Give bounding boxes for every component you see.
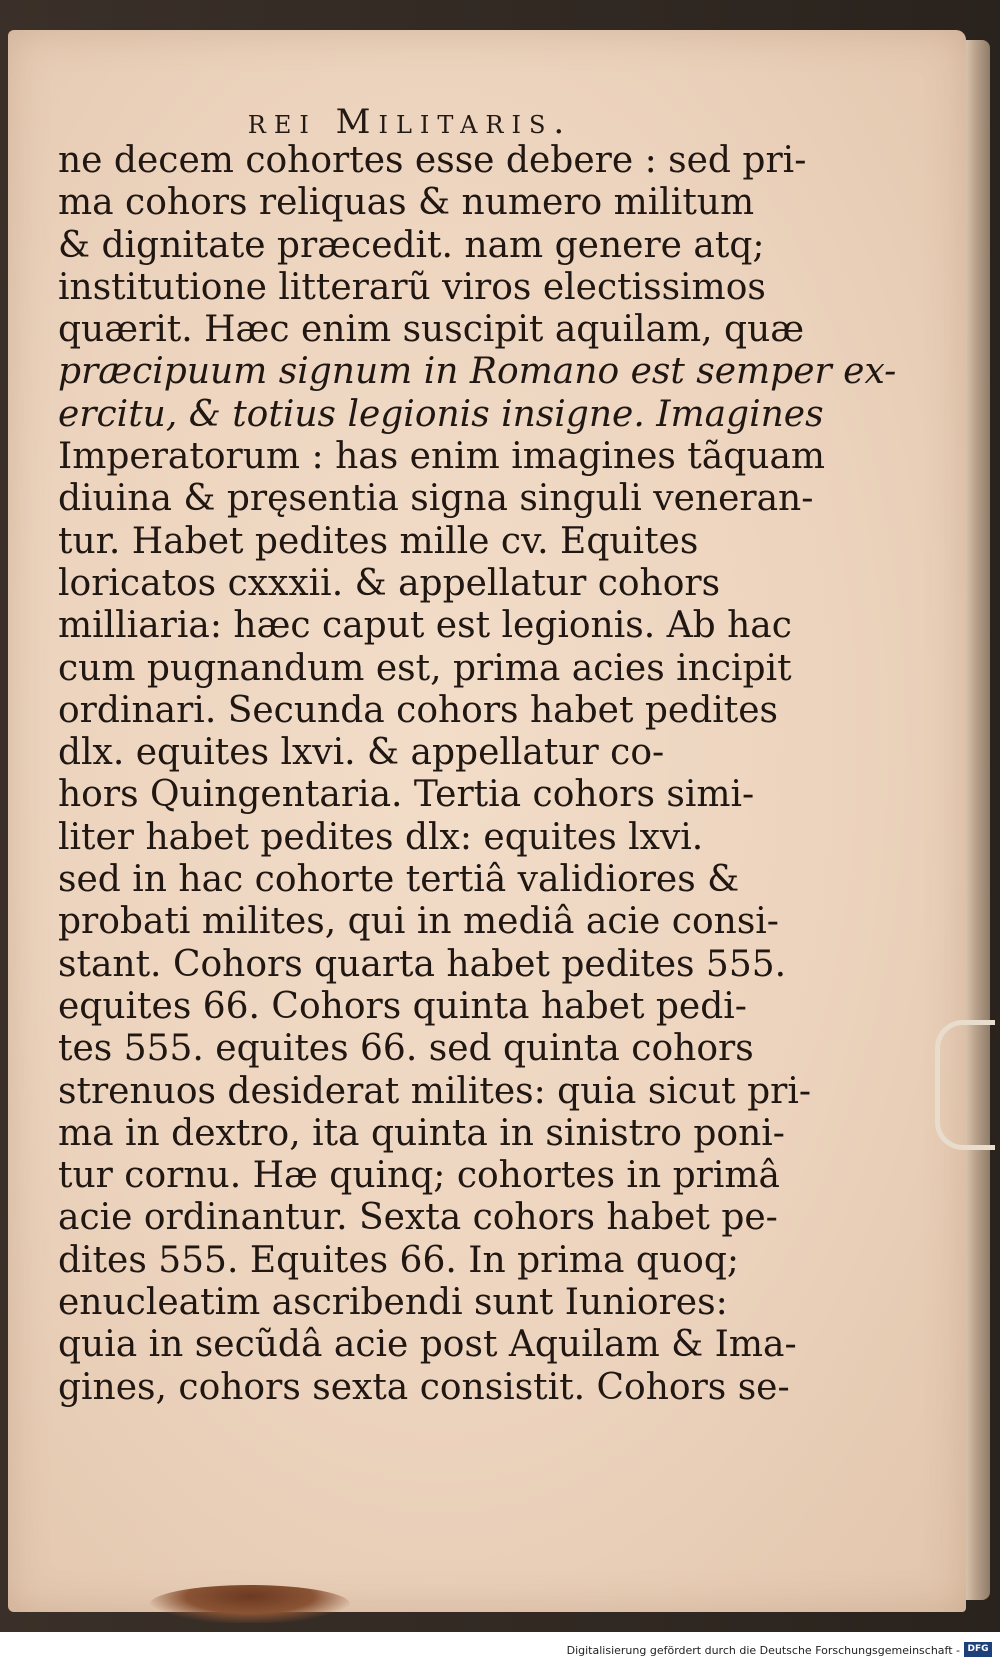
page-stain <box>150 1585 350 1623</box>
text-line: dlx. equites lxvi. & appellatur co- <box>58 732 665 774</box>
text-line: ma cohors reliquas & numero militum <box>58 182 755 224</box>
text-line: gines, cohors sexta consistit. Cohors se- <box>58 1366 790 1408</box>
text-line: liter habet pedites dlx: equites lxvi. <box>58 816 704 858</box>
text-line: quia in secũdâ acie post Aquilam & Ima- <box>58 1324 797 1366</box>
dfg-logo: DFG <box>964 1642 992 1657</box>
text-line: cum pugnandum est, prima acies incipit <box>58 647 792 689</box>
running-header: rei Militaris. <box>247 102 573 142</box>
text-line: enucleatim ascribendi sunt Iuniores: <box>58 1282 728 1324</box>
page-text <box>58 140 897 1409</box>
text-line: stant. Cohors quarta habet pedites 555. <box>58 943 787 985</box>
text-line: tur. Habet pedites mille cv. Equites <box>58 520 699 562</box>
text-line: equites 66. Cohors quinta habet pedi- <box>58 985 747 1027</box>
page-clip <box>935 1020 995 1150</box>
text-line: & dignitate præcedit. nam genere atq; <box>58 224 765 266</box>
text-line: hors Quingentaria. Tertia cohors simi- <box>58 774 755 816</box>
text-line: ne decem cohortes esse debere : sed pri- <box>58 140 807 181</box>
text-line: tes 555. equites 66. sed quinta cohors <box>58 1028 754 1070</box>
text-line: diuina & pręsentia signa singuli veneran- <box>58 478 814 520</box>
text-line: ercitu, & totius legionis insigne. Imagines <box>58 393 824 435</box>
funding-note: Digitalisierung gefördert durch die Deutsche Forschungsgemeinschaft - <box>566 1644 960 1657</box>
text-line: institutione litterarũ viros electissimos <box>58 266 766 308</box>
text-line: tur cornu. Hæ quinq; cohortes in primâ <box>58 1155 780 1197</box>
text-line: probati milites, qui in mediâ acie consi- <box>58 901 779 943</box>
text-line: quærit. Hæc enim suscipit aquilam, quæ <box>58 309 805 351</box>
text-line: acie ordinantur. Sexta cohors habet pe- <box>58 1197 778 1239</box>
text-line: sed in hac cohorte tertiâ validiores & <box>58 859 740 901</box>
footer-bar <box>0 1632 1000 1668</box>
page-edge <box>966 40 990 1600</box>
text-line: strenuos desiderat milites: quia sicut pri- <box>58 1070 812 1112</box>
text-line: loricatos cxxxii. & appellatur cohors <box>58 562 721 604</box>
text-line: dites 555. Equites 66. In prima quoq; <box>58 1239 739 1281</box>
text-line: milliaria: hæc caput est legionis. Ab hac <box>58 605 792 647</box>
text-line: præcipuum signum in Romano est semper ex- <box>58 351 897 393</box>
text-line: ordinari. Secunda cohors habet pedites <box>58 689 779 731</box>
text-line: ma in dextro, ita quinta in sinistro poni- <box>58 1112 785 1154</box>
text-line: Imperatorum : has enim imagines tãquam <box>58 436 826 478</box>
